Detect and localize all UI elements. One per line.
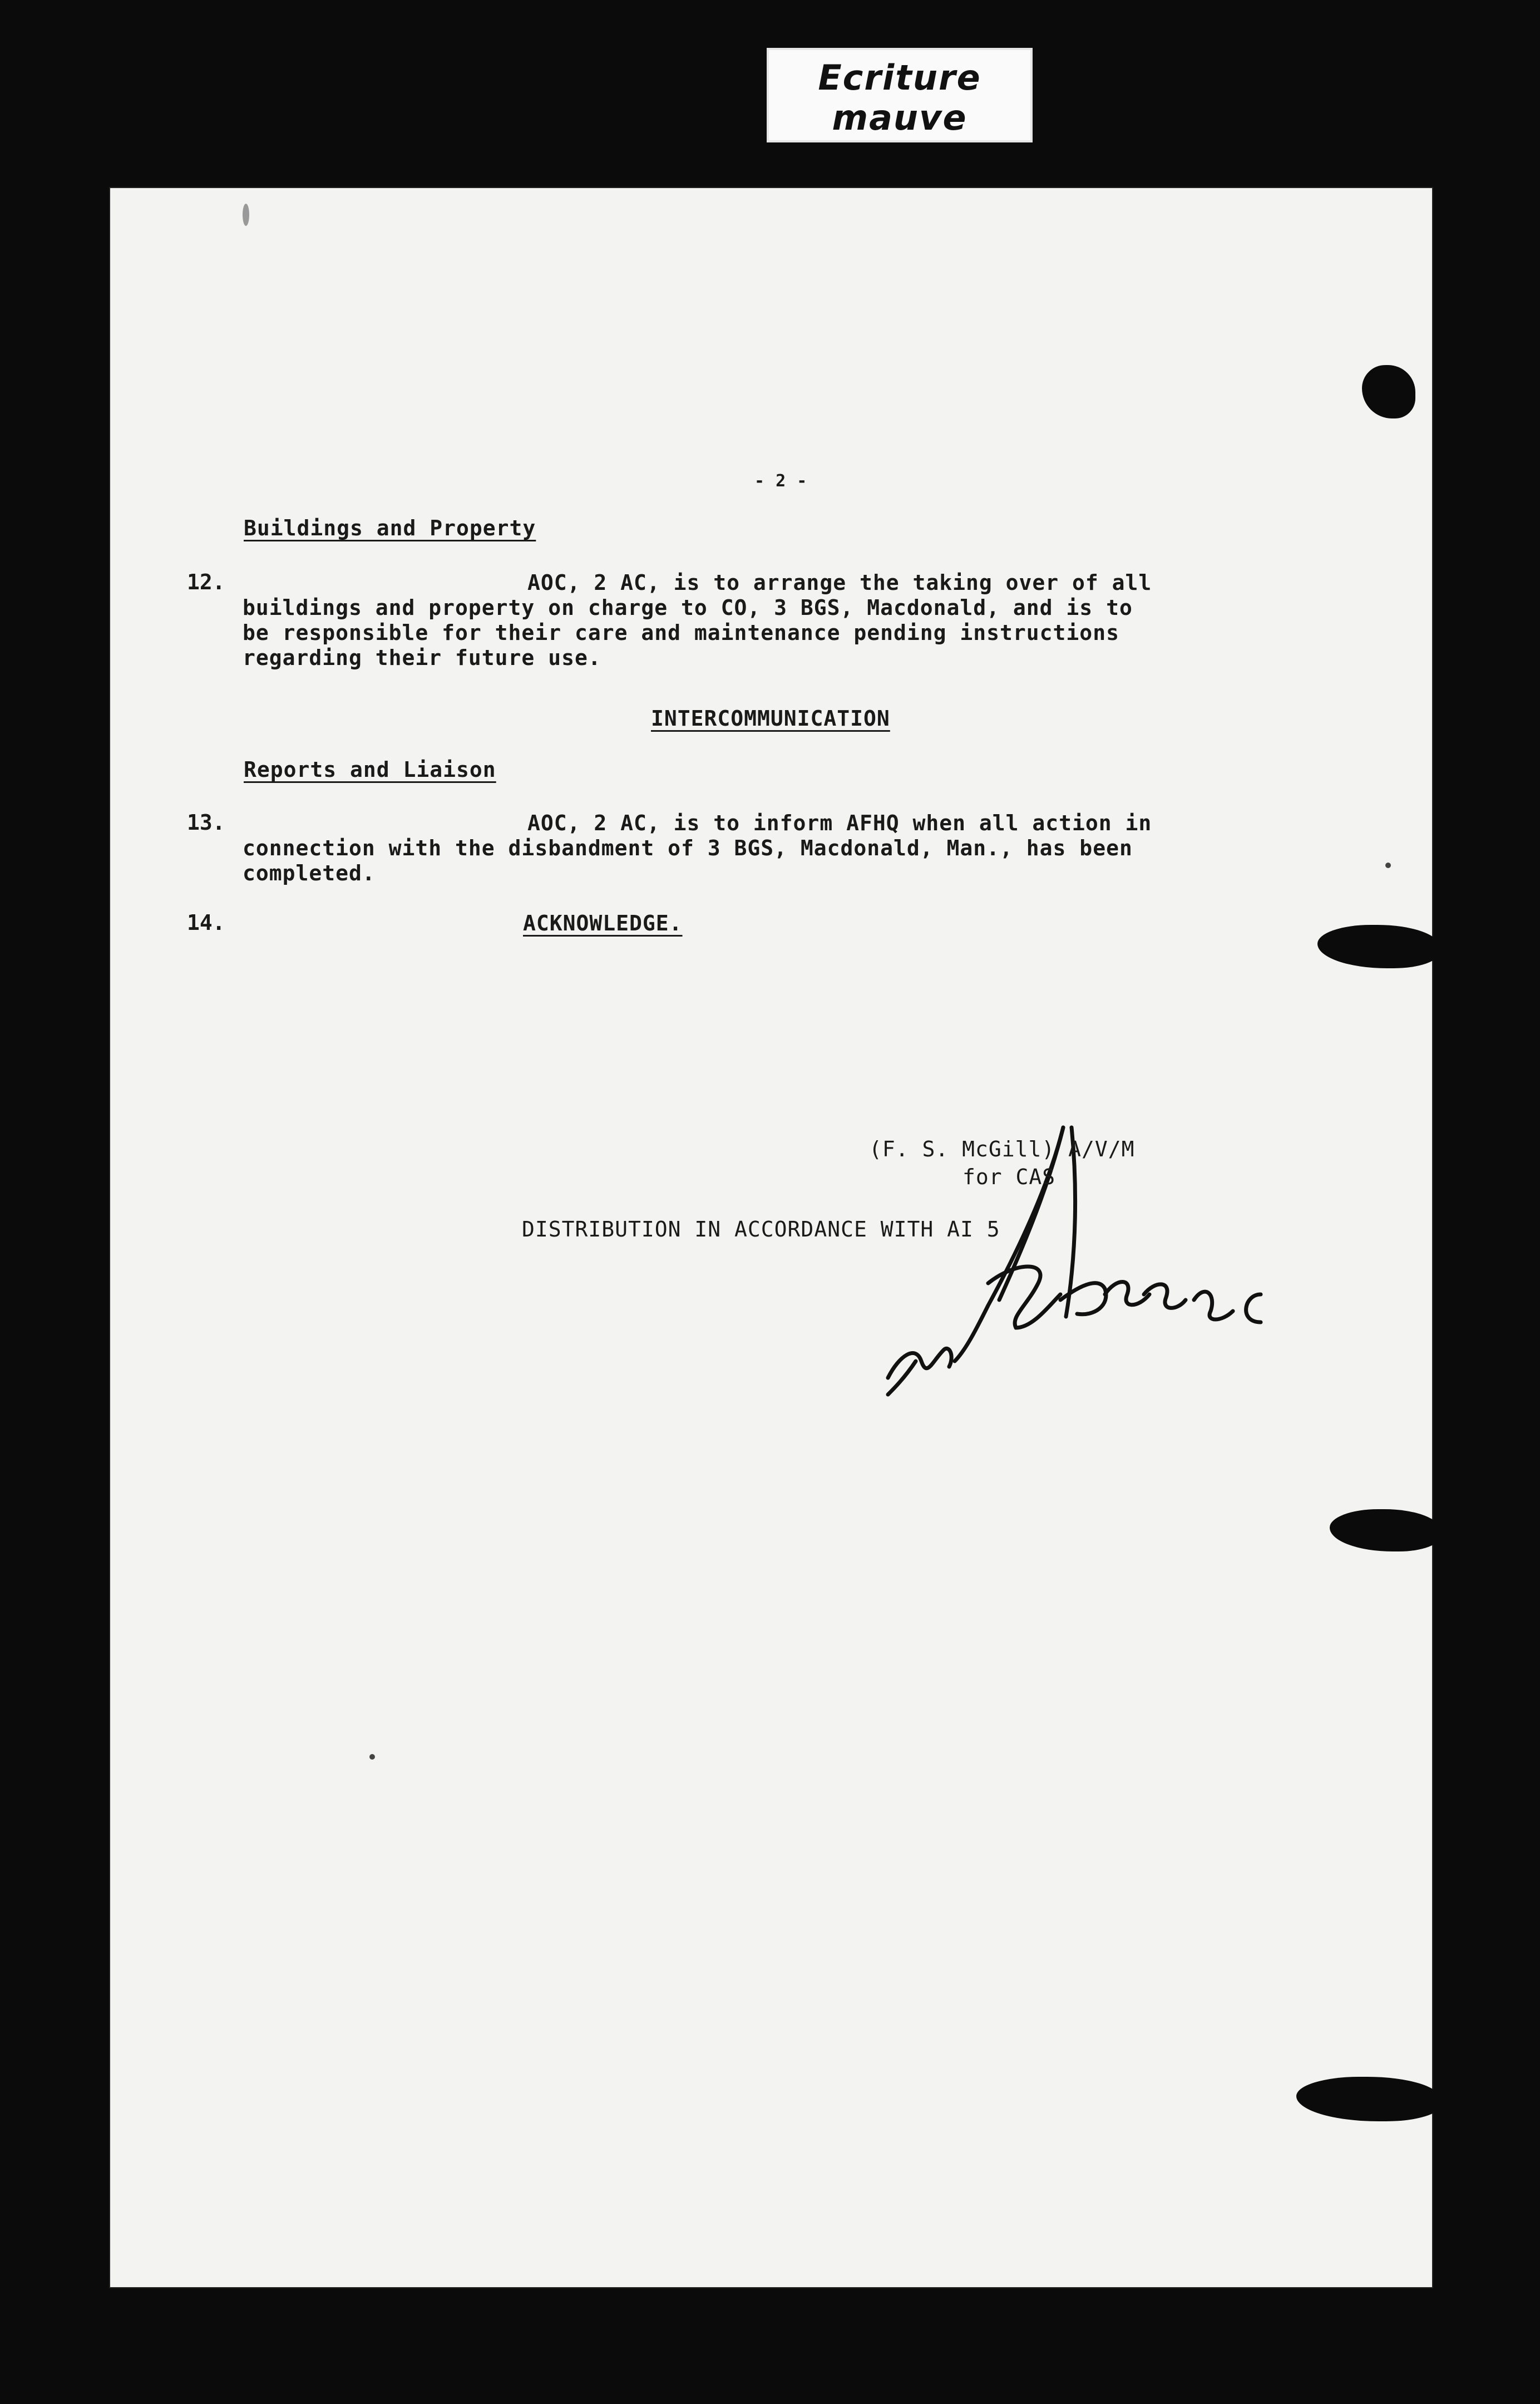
paper-speck (1385, 863, 1391, 868)
paragraph-number-12: 12. (187, 570, 225, 594)
label-line-1: Ecriture (818, 57, 981, 98)
paragraph-13-line-1: AOC, 2 AC, is to inform AFHQ when all action in (527, 811, 1152, 835)
punch-hole (1296, 2077, 1441, 2121)
paragraph-12-line-2: buildings and property on charge to CO, 3 BGS, Macdonald, and is to (243, 595, 1133, 620)
page-number: - 2 - (754, 471, 808, 491)
paper-speck (243, 204, 249, 226)
paragraph-12-line-4: regarding their future use. (243, 646, 601, 670)
paper-speck (369, 1754, 375, 1760)
heading-reports-and-liaison: Reports and Liaison (244, 757, 496, 782)
paragraph-number-13: 13. (187, 810, 225, 835)
signatory-for-line: for CAS (962, 1165, 1056, 1189)
punch-hole (1362, 365, 1415, 418)
acknowledge-text: ACKNOWLEDGE. (523, 911, 683, 935)
punch-hole (1317, 925, 1440, 968)
paragraph-12-line-3: be responsible for their care and maintenance pending instructions (243, 620, 1119, 645)
paragraph-12-line-1: AOC, 2 AC, is to arrange the taking over of all (527, 570, 1152, 595)
paragraph-13-line-2: connection with the disbandment of 3 BGS, Macdonald, Man., has been (243, 836, 1133, 860)
distribution-line: DISTRIBUTION IN ACCORDANCE WITH AI 5 (522, 1217, 1000, 1242)
signatory-name-line: (F. S. McGill) A/V/M (869, 1137, 1135, 1161)
punch-hole (1330, 1509, 1441, 1551)
label-line-2: mauve (832, 97, 968, 138)
paragraph-13-line-3: completed. (243, 861, 376, 885)
document-page (109, 187, 1433, 2288)
handwritten-label-card (767, 48, 1033, 142)
heading-intercommunication: INTERCOMMUNICATION (651, 706, 890, 731)
heading-buildings-and-property: Buildings and Property (244, 516, 536, 540)
paragraph-number-14: 14. (187, 910, 225, 935)
